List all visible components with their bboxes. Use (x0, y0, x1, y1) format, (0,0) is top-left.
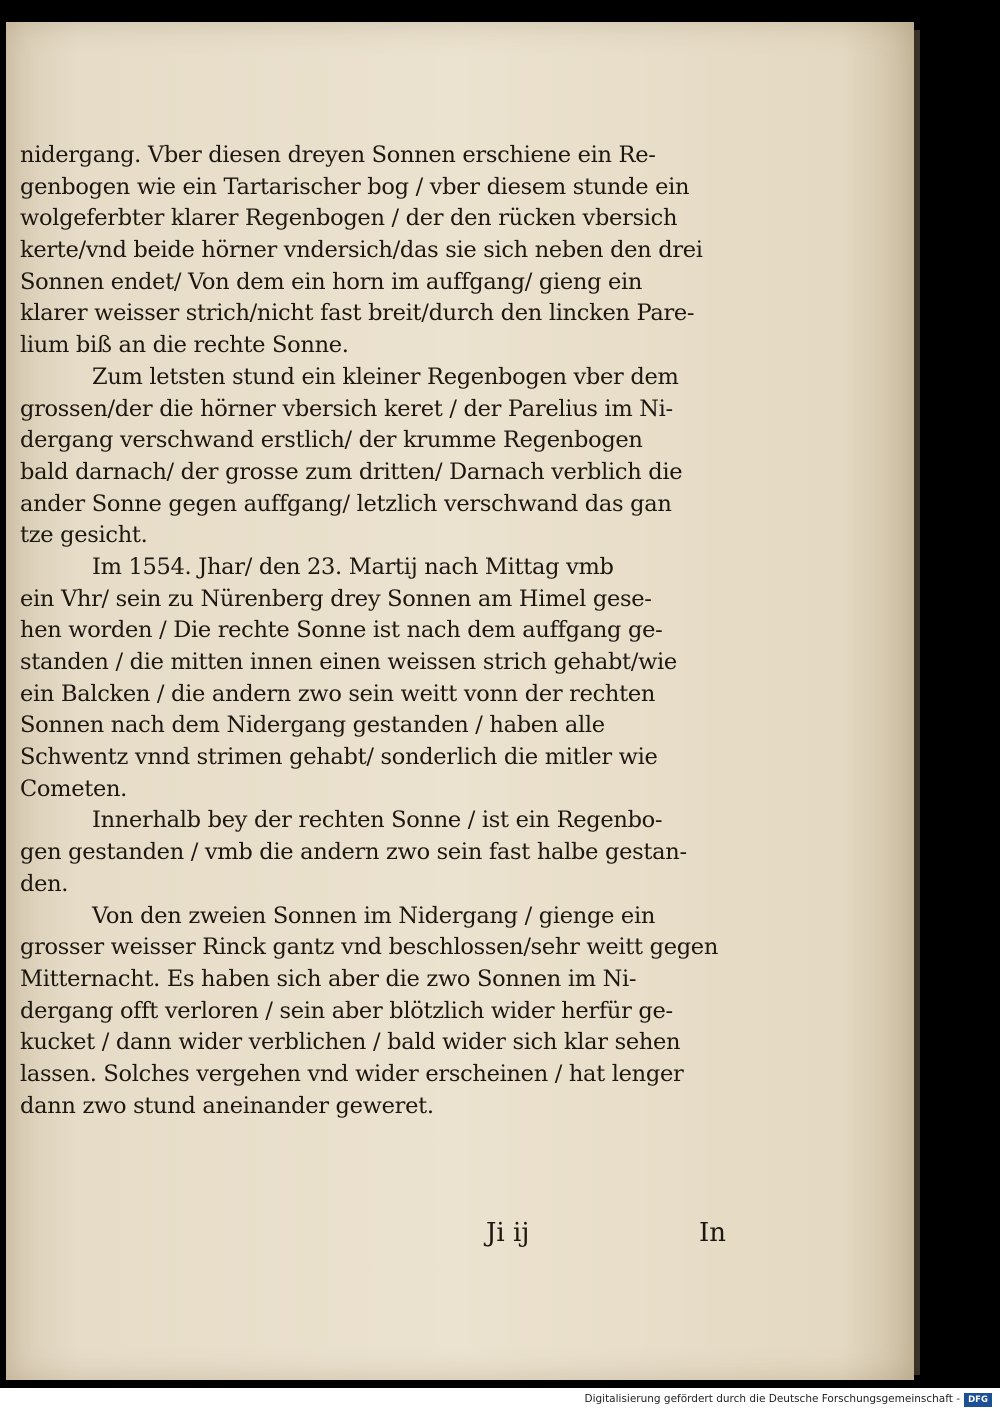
text-line: dergang verschwand erstlich/ der krumme Regenbogen (20, 427, 643, 454)
signature-mark: Ji ij (486, 1218, 530, 1248)
text-line: Innerhalb bey der rechten Sonne / ist ein Regenbo- (92, 807, 663, 834)
text-line: dann zwo stund aneinander geweret. (20, 1092, 434, 1119)
text-line: Zum letsten stund ein kleiner Regenbogen vber dem (92, 363, 679, 390)
text-block (20, 140, 720, 1122)
text-line: lassen. Solches vergehen vnd wider erscheinen / hat lenger (20, 1060, 684, 1087)
text-line: den. (20, 870, 69, 897)
text-line: ein Vhr/ sein zu Nürenberg drey Sonnen am Himel gese- (20, 585, 652, 612)
page-edge (914, 30, 920, 1375)
book-page (6, 22, 914, 1380)
text-line: gen gestanden / vmb die andern zwo sein fast halbe gestan- (20, 839, 687, 866)
text-line: kucket / dann wider verblichen / bald wider sich klar sehen (20, 1029, 681, 1056)
text-line: standen / die mitten innen einen weissen strich gehabt/wie (20, 649, 677, 675)
credit-bar (0, 1389, 1000, 1411)
text-line: genbogen wie ein Tartarischer bog / vber diesem stunde ein (20, 173, 690, 200)
text-line: Sonnen nach dem Nidergang gestanden / haben alle (20, 712, 605, 739)
dfg-logo: DFG (964, 1393, 992, 1407)
text-line: ander Sonne gegen auffgang/ letzlich verschwand das gan (20, 490, 672, 517)
text-line: wolgeferbter klarer Regenbogen / der den rücken vbersich (20, 205, 678, 232)
text-line: grossen/der die hörner vbersich keret / der Parelius im Ni- (20, 395, 673, 422)
text-line: lium biß an die rechte Sonne. (20, 332, 349, 359)
text-line: ein Balcken / die andern zwo sein weitt vonn der rechten (20, 680, 656, 707)
text-line: tze gesicht. (20, 522, 148, 549)
catchword: In (698, 1218, 726, 1248)
text-line: Von den zweien Sonnen im Nidergang / gienge ein (92, 902, 656, 929)
text-line: Mitternacht. Es haben sich aber die zwo Sonnen im Ni- (20, 965, 637, 992)
text-line: klarer weisser strich/nicht fast breit/durch den lincken Pare- (20, 300, 695, 327)
text-line: Schwentz vnnd strimen gehabt/ sonderlich die mitler wie (20, 744, 658, 771)
text-line: Im 1554. Jhar/ den 23. Martij nach Mittag vmb (92, 553, 614, 580)
text-line: Cometen. (20, 775, 128, 802)
text-line: kerte/vnd beide hörner vndersich/das sie sich neben den drei (20, 237, 703, 264)
text-line: nidergang. Vber diesen dreyen Sonnen erschiene ein Re- (20, 142, 656, 168)
text-line: hen worden / Die rechte Sonne ist nach dem auffgang ge- (20, 617, 663, 644)
credit-text: Digitalisierung gefördert durch die Deutsche Forschungsgemeinschaft - (584, 1393, 960, 1405)
text-line: grosser weisser Rinck gantz vnd beschlossen/sehr weitt gegen (20, 934, 719, 961)
page-footer (486, 1218, 726, 1258)
text-line: bald darnach/ der grosse zum dritten/ Darnach verblich die (20, 458, 683, 485)
text-line: Sonnen endet/ Von dem ein horn im auffgang/ gieng ein (20, 268, 643, 295)
text-line: dergang offt verloren / sein aber blötzlich wider herfür ge- (20, 997, 673, 1024)
